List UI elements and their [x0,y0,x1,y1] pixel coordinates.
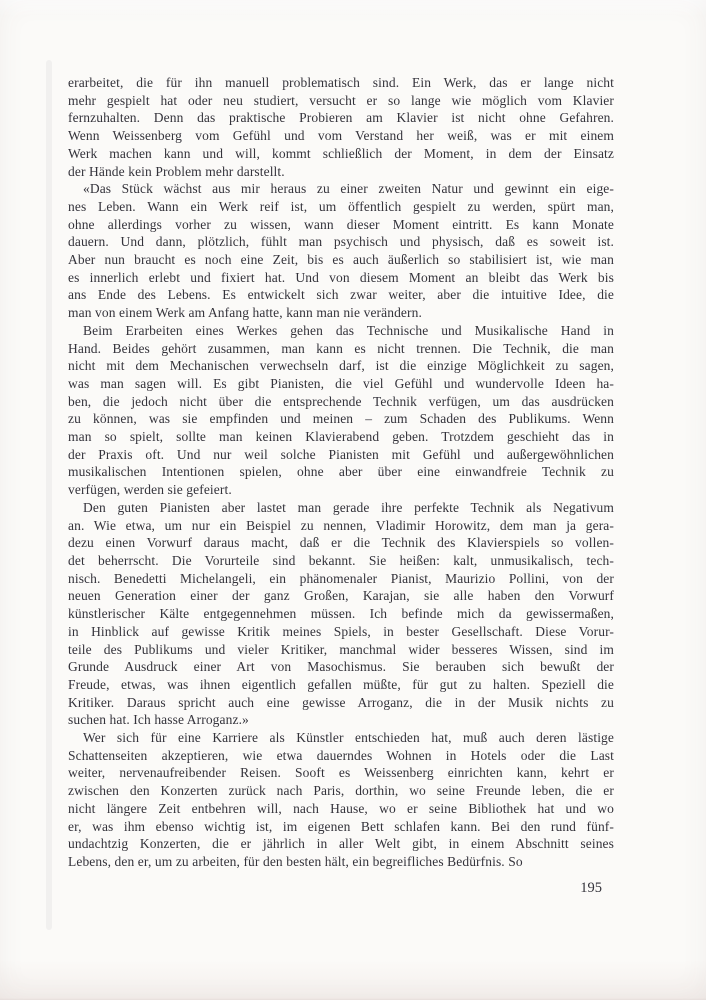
text-line: künstlerischer Kälte entgegennehmen müssen. Ich befinde mich da gewissermaßen, [68,606,614,622]
text-line: er, was ihm ebenso wichtig ist, im eigenen Bett schlafen kann. Bei den rund fünf- [68,818,614,834]
text-line: «Das Stück wächst aus mir heraus zu einer zweiten Natur und gewinnt ein eige- [83,181,614,197]
text-line: was man sagen will. Es gibt Pianisten, die viel Gefühl und wundervolle Ideen ha- [68,375,614,391]
text-line: in Hinblick auf gewisse Kritik meines Spiels, in bester Gesellschaft. Diese Vorur- [68,623,614,639]
text-line: ohne allerdings vorher zu wissen, wann dieser Moment eintritt. Es kann Monate [68,216,614,232]
text-line: dauern. Und dann, plötzlich, fühlt man psychisch und physisch, daß es soweit ist. [68,234,614,250]
text-line: det beherrscht. Die Vorurteile sind bekannt. Sie heißen: kalt, unmusikalisch, tech- [68,552,614,568]
text-line: mehr gespielt hat oder neu studiert, versucht er so lange wie möglich vom Klavier [68,92,614,108]
text-line: man von einem Werk am Anfang hatte, kann man nie verändern. [68,305,422,321]
text-line: zwischen den Konzerten zurück nach Paris, dorthin, wo seine Freunde leben, die er [68,783,614,799]
text-line: man so spielt, sollte man keinen Klavierabend geben. Trotzdem geschieht das in [68,429,614,445]
text-line: es innerlich erlebt und fixiert hat. Und von diesem Moment an bleibt das Werk bis [68,269,614,285]
text-line: erarbeitet, die für ihn manuell problematisch sind. Ein Werk, das er lange nicht [68,75,614,90]
text-line: zu können, was sie empfinden und meinen – zum Schaden des Publikums. Wenn [68,411,614,427]
text-line: weiter, nervenaufreibender Reisen. Sooft es Weissenberg einrichten kann, kehrt er [68,765,614,781]
text-line: undachtzig Konzerten, die er jährlich in aller Welt gibt, in einem Abschnitt seines [68,836,614,852]
text-line: verfügen, werden sie gefeiert. [68,482,232,498]
text-line: nisch. Benedetti Michelangeli, ein phänomenaler Pianist, Maurizio Pollini, von der [68,570,614,586]
text-line: nicht längere Zeit entbehren will, nach Hause, wo er seine Bibliothek hat und wo [68,800,614,816]
text-line: Kritiker. Daraus spricht auch eine gewisse Arroganz, die in der Musik nichts zu [68,694,614,710]
text-line: Hand. Beides gehört zusammen, man kann es nicht trennen. Die Technik, die man [68,340,614,356]
text-line: Grunde Ausdruck einer Art von Masochismus. Sie berauben sich bewußt der [68,659,614,675]
paragraph [68,322,614,499]
text-line: der Hände kein Problem mehr darstellt. [68,163,285,179]
text-line: Den guten Pianisten aber lastet man gerade ihre perfekte Technik als Negativum [83,499,614,515]
text-line: nes Leben. Wann ein Werk reif ist, um öffentlich gespielt zu werden, spürt man, [68,198,614,214]
text-line: Beim Erarbeiten eines Werkes gehen das Technische und Musikalische Hand in [83,322,614,338]
text-line: teile des Publikums und vieler Kritiker, manchmal wider besseres Wissen, sind im [68,641,614,657]
text-line: Lebens, den er, um zu arbeiten, für den besten hält, ein begreifliches Bedürfnis. So [68,853,523,869]
text-line: Freude, etwas, was ihnen eigentlich gefallen müßte, für gut zu halten. Speziell die [68,676,614,692]
text-line: fernzuhalten. Denn das praktische Probieren am Klavier ist nicht ohne Gefahren. [68,110,614,126]
text-line: neuen Generation einer der ganz Großen, Karajan, sie alle haben den Vorwurf [68,588,614,604]
text-line: dezu einen Vorwurf daraus macht, daß er die Technik des Klavierspiels so vollen- [68,535,614,551]
text-line: suchen hat. Ich hasse Arroganz.» [68,712,249,728]
text-line: nicht mit dem Mechanischen verwechseln darf, ist die einzige Möglichkeit zu sagen, [68,358,614,374]
text-line: musikalischen Intentionen spielen, ohne aber über eine einwandfreie Technik zu [68,464,614,480]
text-line: Werk machen kann und will, kommt schließlich der Moment, in dem der Einsatz [68,145,614,161]
body-text [68,74,614,871]
text-line: an. Wie etwa, um nur ein Beispiel zu nennen, Vladimir Horowitz, dem man ja gera- [68,517,614,533]
text-line: Schattenseiten akzeptieren, wie etwa dauerndes Wohnen in Hotels oder die Last [68,747,614,763]
scan-shadow-streak [46,60,52,930]
page-number: 195 [580,880,602,896]
text-line: Wenn Weissenberg vom Gefühl und vom Verstand her weiß, was er mit einem [68,128,614,144]
paragraph [68,729,614,871]
text-line: ans Ende des Lebens. Es entwickelt sich zwar weiter, aber die intuitive Idee, die [68,287,614,303]
text-line: der Praxis oft. Und nur weil solche Pianisten mit Gefühl und außergewöhnlichen [68,446,614,462]
text-line: Wer sich für eine Karriere als Künstler entschieden hat, muß auch deren lästige [83,730,614,746]
text-line: Aber nun braucht es noch eine Zeit, bis es auch äußerlich so stabilisiert ist, wie man [68,252,614,268]
text-line: ben, die jedoch nicht über die entsprechende Technik verfügen, um das ausdrücken [68,393,614,409]
paragraph [68,180,614,322]
paragraph [68,499,614,729]
paragraph [68,74,614,180]
